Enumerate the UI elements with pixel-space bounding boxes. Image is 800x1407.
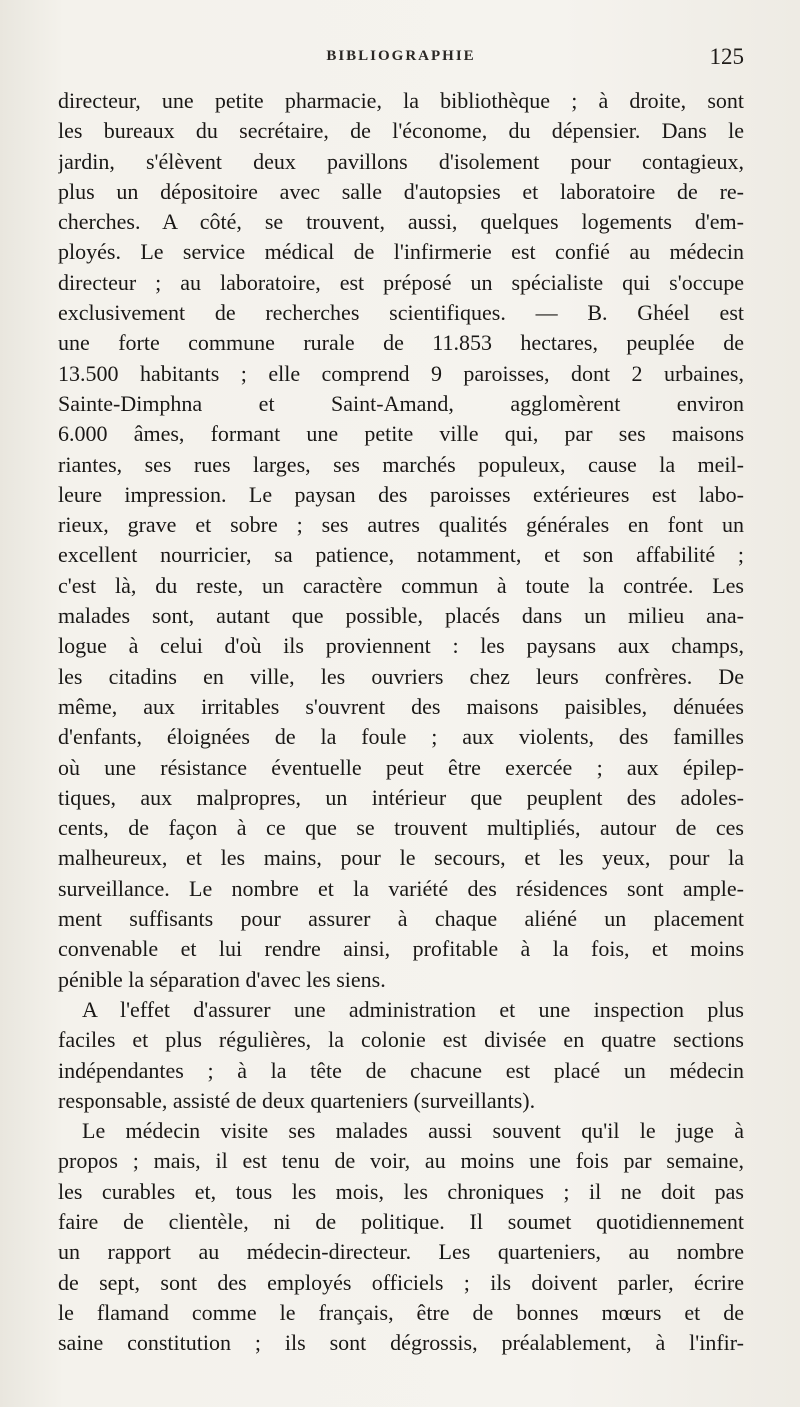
text-line: même, aux irritables s'ouvrent des maisons paisibles, dénuées <box>58 693 744 719</box>
text-line: Le médecin visite ses malades aussi souvent qu'il le juge à <box>82 1118 744 1144</box>
text-line: jardin, s'élèvent deux pavillons d'isolement pour contagieux, <box>58 148 744 174</box>
text-line: les citadins en ville, les ouvriers chez leurs confrères. De <box>58 663 744 689</box>
paragraph-3 <box>58 1116 744 1358</box>
text-line: convenable et lui rendre ainsi, profitable à la fois, et moins <box>58 936 744 962</box>
text-line: cents, de façon à ce que se trouvent multipliés, autour de ces <box>58 815 744 841</box>
text-line: saine constitution ; ils sont dégrossis, préalablement, à l'infir- <box>58 1330 744 1356</box>
text-line: rieux, grave et sobre ; ses autres qualités générales en font un <box>58 512 744 538</box>
text-line: directeur ; au laboratoire, est préposé un spécialiste qui s'occupe <box>58 269 744 295</box>
text-line: plus un dépositoire avec salle d'autopsies et laboratoire de re- <box>58 178 744 204</box>
text-line: excellent nourricier, sa patience, notamment, et son affabilité ; <box>58 542 744 568</box>
text-line: 13.500 habitants ; elle comprend 9 paroisses, dont 2 urbaines, <box>58 360 744 386</box>
text-line: exclusivement de recherches scientifiques. — B. Ghéel est <box>58 300 744 326</box>
running-head: BIBLIOGRAPHIE <box>326 48 476 64</box>
text-line: logue à celui d'où ils proviennent : les paysans aux champs, <box>58 633 744 659</box>
text-line: ment suffisants pour assurer à chaque aliéné un placement <box>58 906 744 932</box>
page-number: 125 <box>709 44 744 69</box>
text-line: ployés. Le service médical de l'infirmerie est confié au médecin <box>58 239 744 265</box>
text-line: A l'effet d'assurer une administration et une inspection plus <box>82 996 744 1022</box>
text-line: de sept, sont des employés officiels ; ils doivent parler, écrire <box>58 1269 744 1295</box>
text-line: une forte commune rurale de 11.853 hectares, peuplée de <box>58 330 744 356</box>
text-line: Sainte-Dimphna et Saint-Amand, agglomèrent environ <box>58 390 744 416</box>
paragraph-1 <box>58 86 744 995</box>
text-line: d'enfants, éloignées de la foule ; aux violents, des familles <box>58 724 744 750</box>
text-line: malades sont, autant que possible, placés dans un milieu ana- <box>58 603 744 629</box>
paragraph-2 <box>58 995 744 1116</box>
text-line: faire de clientèle, ni de politique. Il soumet quotidiennement <box>58 1208 744 1234</box>
text-line: directeur, une petite pharmacie, la bibliothèque ; à droite, sont <box>58 88 744 113</box>
text-line: faciles et plus régulières, la colonie est divisée en quatre sections <box>58 1027 744 1053</box>
page-header <box>58 44 744 74</box>
text-line: propos ; mais, il est tenu de voir, au moins une fois par semaine, <box>58 1148 744 1174</box>
text-line: où une résistance éventuelle peut être exercée ; aux épilep- <box>58 754 744 780</box>
text-line: indépendantes ; à la tête de chacune est placé un médecin <box>58 1057 744 1083</box>
text-line: le flamand comme le français, être de bonnes mœurs et de <box>58 1299 744 1325</box>
text-line: les curables et, tous les mois, les chroniques ; il ne doit pas <box>58 1178 744 1204</box>
text-line: 6.000 âmes, formant une petite ville qui, par ses maisons <box>58 421 744 447</box>
text-line: les bureaux du secrétaire, de l'économe, du dépensier. Dans le <box>58 118 744 144</box>
text-line: c'est là, du reste, un caractère commun à toute la contrée. Les <box>58 572 744 598</box>
body-text <box>58 86 744 1358</box>
text-line: tiques, aux malpropres, un intérieur que peuplent des adoles- <box>58 784 744 810</box>
text-line: leure impression. Le paysan des paroisses extérieures est labo- <box>58 481 744 507</box>
text-line: responsable, assisté de deux quarteniers (surveillants). <box>58 1087 536 1113</box>
text-line: riantes, ses rues larges, ses marchés populeux, cause la meil- <box>58 451 744 477</box>
text-line: cherches. A côté, se trouvent, aussi, quelques logements d'em- <box>58 209 744 235</box>
text-line: malheureux, et les mains, pour le secours, et les yeux, pour la <box>58 845 744 871</box>
text-line: un rapport au médecin-directeur. Les quarteniers, au nombre <box>58 1239 744 1265</box>
text-line: surveillance. Le nombre et la variété des résidences sont ample- <box>58 875 744 901</box>
text-line: pénible la séparation d'avec les siens. <box>58 966 386 992</box>
